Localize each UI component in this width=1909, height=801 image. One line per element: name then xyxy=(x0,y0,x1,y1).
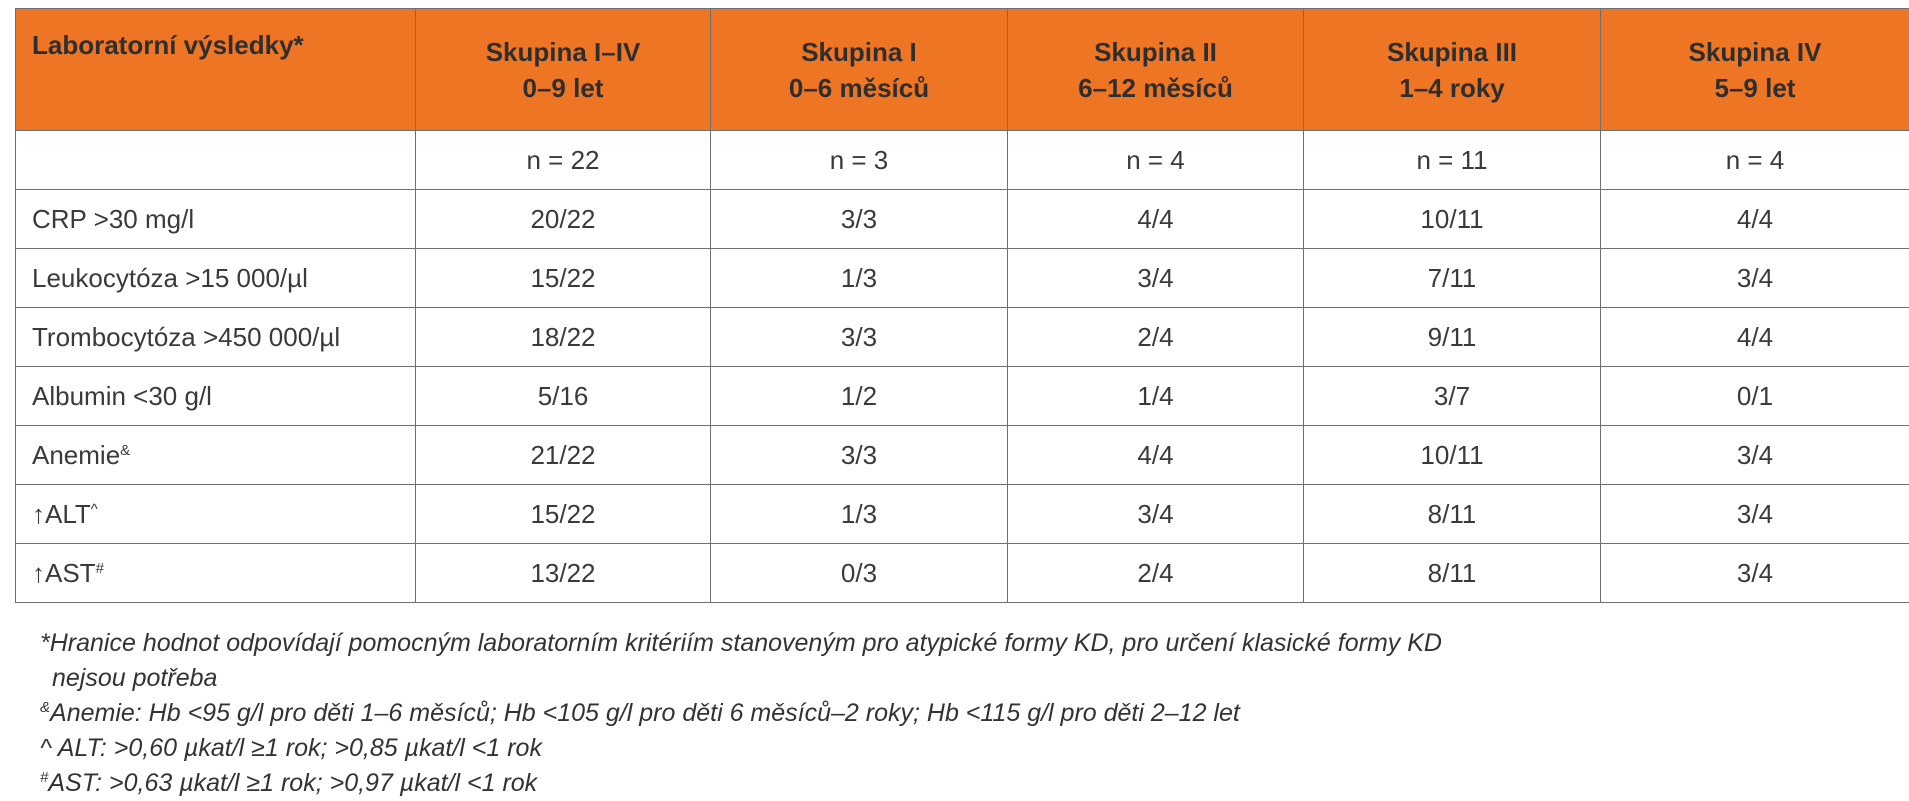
table-body xyxy=(16,131,1909,603)
value-cell: 1/3 xyxy=(711,485,1008,544)
value-cell: 21/22 xyxy=(416,426,711,485)
header-group-age: 5–9 let xyxy=(1601,70,1909,106)
footnote-alt: ^ ALT: >0,60 µkat/l ≥1 rok; >0,85 µkat/l <1 rok xyxy=(40,731,1740,766)
row-label xyxy=(16,485,416,544)
table-row-alt xyxy=(16,485,1909,544)
row-label-text: Leukocytóza >15 000/µl xyxy=(32,263,308,293)
header-group-all xyxy=(416,9,711,131)
value-cell: 20/22 xyxy=(416,190,711,249)
header-label: Laboratorní výsledky* xyxy=(32,27,415,63)
footnote-criteria: *Hranice hodnot odpovídají pomocným laboratorním kritériím stanoveným pro atypické formy KD, pro určení klasické formy KD xyxy=(40,626,1740,661)
row-label-text: Anemie xyxy=(32,440,120,470)
value-cell: 8/11 xyxy=(1304,544,1601,603)
row-label-text: Trombocytóza >450 000/µl xyxy=(32,322,340,352)
header-group-name: Skupina IV xyxy=(1601,34,1909,70)
footnote-anemia xyxy=(40,696,1740,731)
table-row-leukocytosis xyxy=(16,249,1909,308)
value-cell: 3/3 xyxy=(711,190,1008,249)
footnote-marker: # xyxy=(96,560,104,577)
table-row-albumin xyxy=(16,367,1909,426)
value-cell: 1/3 xyxy=(711,249,1008,308)
value-cell: 3/3 xyxy=(711,308,1008,367)
header-group-age: 6–12 měsíců xyxy=(1008,70,1303,106)
header-group-name: Skupina I–IV xyxy=(416,34,710,70)
footnote-marker: ^ xyxy=(91,501,98,518)
value-cell: 8/11 xyxy=(1304,485,1601,544)
header-group-age: 0–6 měsíců xyxy=(711,70,1007,106)
value-cell: 3/4 xyxy=(1601,426,1909,485)
value-cell: 0/3 xyxy=(711,544,1008,603)
header-group-age: 1–4 roky xyxy=(1304,70,1600,106)
row-label xyxy=(16,426,416,485)
value-cell: 10/11 xyxy=(1304,426,1601,485)
footnote-criteria-continued: nejsou potřeba xyxy=(40,661,1740,696)
value-cell: 10/11 xyxy=(1304,190,1601,249)
footnote-marker: & xyxy=(120,442,130,459)
value-cell: 9/11 xyxy=(1304,308,1601,367)
header-group-1 xyxy=(711,9,1008,131)
value-cell: 18/22 xyxy=(416,308,711,367)
count-cell: n = 11 xyxy=(1304,131,1601,190)
table-footnotes xyxy=(40,626,1740,801)
table-row-ast xyxy=(16,544,1909,603)
footnote-ast-text: AST: >0,63 µkat/l ≥1 rok; >0,97 µkat/l <1 rok xyxy=(48,769,537,797)
header-row xyxy=(16,9,1909,131)
table-row-crp xyxy=(16,190,1909,249)
value-cell: 0/1 xyxy=(1601,367,1909,426)
value-cell: 15/22 xyxy=(416,249,711,308)
value-cell: 3/3 xyxy=(711,426,1008,485)
value-cell: 13/22 xyxy=(416,544,711,603)
value-cell: 2/4 xyxy=(1008,308,1304,367)
value-cell: 3/4 xyxy=(1601,485,1909,544)
value-cell: 4/4 xyxy=(1008,426,1304,485)
lab-results-table-container xyxy=(15,8,1909,603)
row-label-text: ↑AST xyxy=(32,558,96,588)
value-cell: 3/7 xyxy=(1304,367,1601,426)
footnote-ast xyxy=(40,766,1740,801)
value-cell: 7/11 xyxy=(1304,249,1601,308)
value-cell: 4/4 xyxy=(1601,190,1909,249)
value-cell: 1/2 xyxy=(711,367,1008,426)
value-cell: 3/4 xyxy=(1008,485,1304,544)
count-cell: n = 3 xyxy=(711,131,1008,190)
value-cell: 2/4 xyxy=(1008,544,1304,603)
row-label-text: Albumin <30 g/l xyxy=(32,381,212,411)
value-cell: 3/4 xyxy=(1601,249,1909,308)
table-header xyxy=(16,9,1909,131)
header-group-name: Skupina I xyxy=(711,34,1007,70)
row-label xyxy=(16,190,416,249)
header-group-age: 0–9 let xyxy=(416,70,710,106)
value-cell: 3/4 xyxy=(1601,544,1909,603)
count-cell: n = 4 xyxy=(1601,131,1909,190)
row-label-text: ↑ALT xyxy=(32,499,91,529)
count-cell: n = 4 xyxy=(1008,131,1304,190)
lab-results-table xyxy=(15,8,1909,603)
value-cell: 15/22 xyxy=(416,485,711,544)
value-cell: 4/4 xyxy=(1008,190,1304,249)
header-group-4 xyxy=(1601,9,1909,131)
value-cell: 3/4 xyxy=(1008,249,1304,308)
table-row-anemia xyxy=(16,426,1909,485)
row-label-text: CRP >30 mg/l xyxy=(32,204,194,234)
header-group-name: Skupina II xyxy=(1008,34,1303,70)
footnote-marker: & xyxy=(40,699,50,716)
footnote-anemia-text: Anemie: Hb <95 g/l pro děti 1–6 měsíců; Hb <105 g/l pro děti 6 měsíců–2 roky; Hb <115 g/l pro děti 2–12 let xyxy=(50,699,1240,727)
header-lab-results xyxy=(16,9,416,131)
table-row-thrombocytosis xyxy=(16,308,1909,367)
header-group-3 xyxy=(1304,9,1601,131)
row-label xyxy=(16,367,416,426)
value-cell: 4/4 xyxy=(1601,308,1909,367)
value-cell: 5/16 xyxy=(416,367,711,426)
count-label-cell xyxy=(16,131,416,190)
footnote-marker: # xyxy=(40,769,48,786)
value-cell: 1/4 xyxy=(1008,367,1304,426)
count-cell: n = 22 xyxy=(416,131,711,190)
row-label xyxy=(16,544,416,603)
row-label xyxy=(16,308,416,367)
row-label xyxy=(16,249,416,308)
header-group-name: Skupina III xyxy=(1304,34,1600,70)
count-row xyxy=(16,131,1909,190)
header-group-2 xyxy=(1008,9,1304,131)
